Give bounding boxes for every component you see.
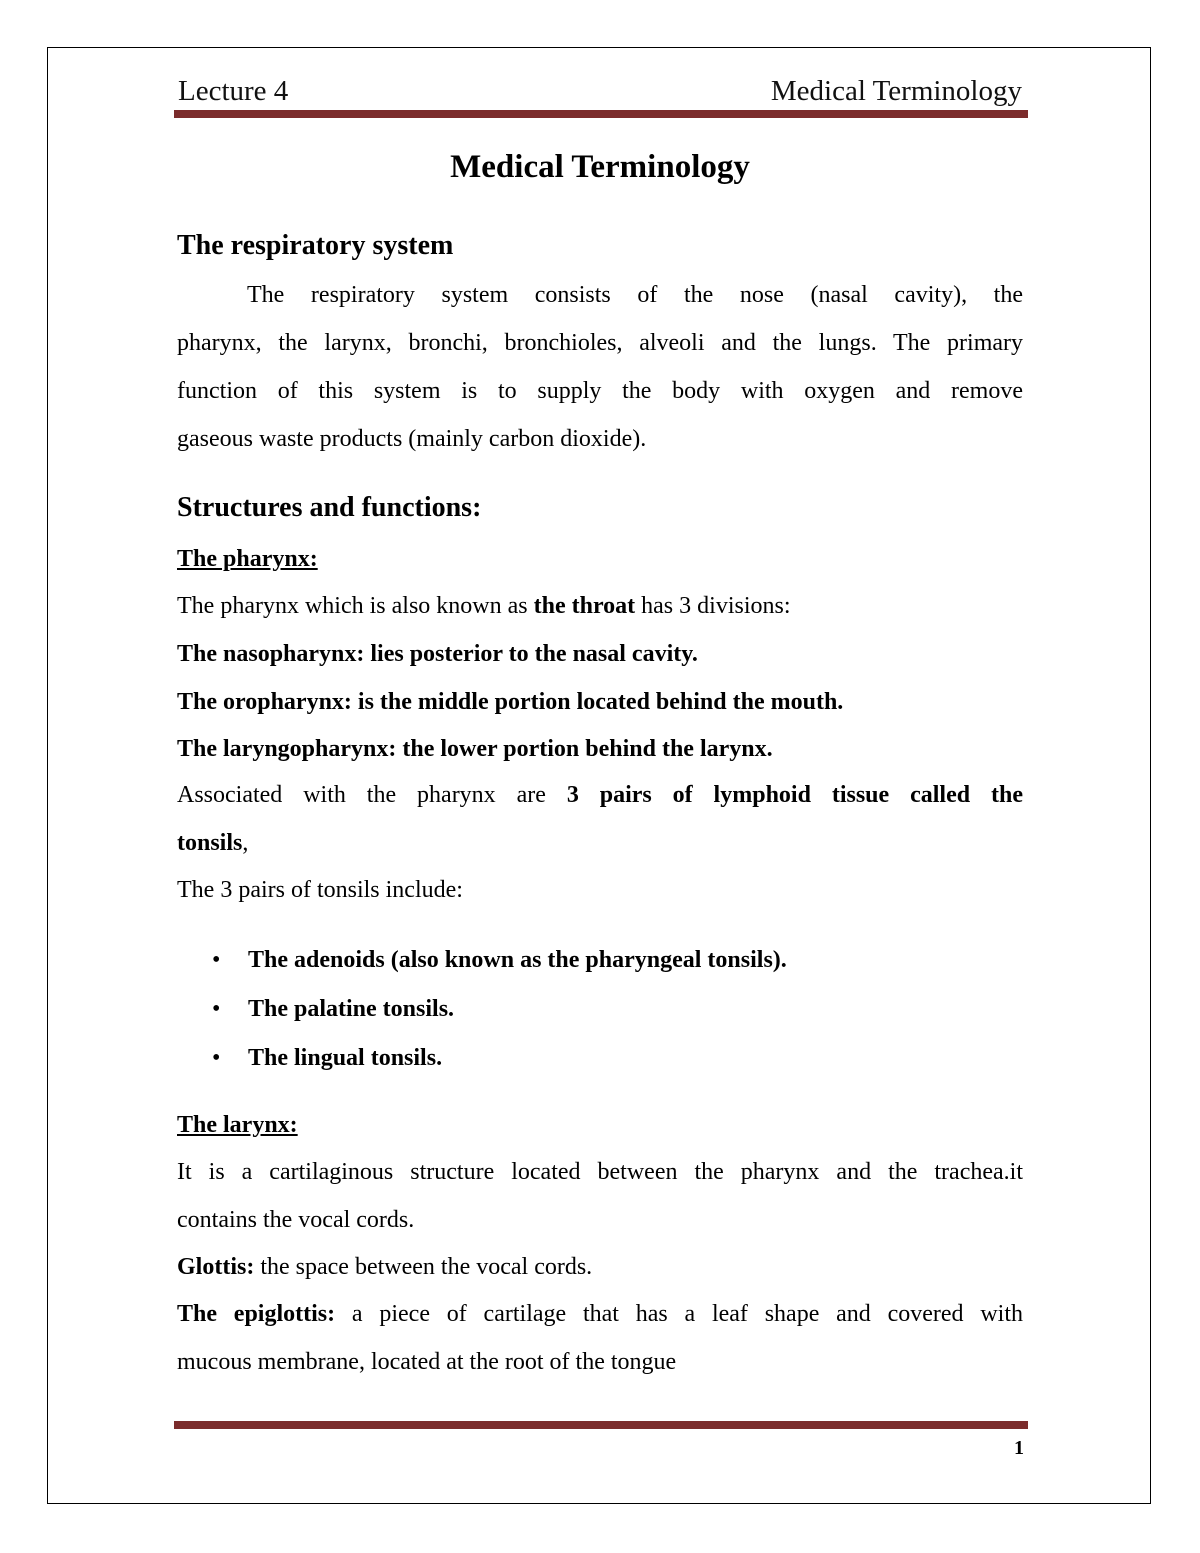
pharynx-associated xyxy=(177,779,1023,811)
paragraph-line-1: The respiratory system consists of the nose (nasal cavity), the xyxy=(247,282,1023,308)
tonsil-list-item-3: The lingual tonsils. xyxy=(248,1045,443,1071)
bullet-icon: • xyxy=(212,1045,221,1071)
subheading-larynx: The larynx: xyxy=(177,1112,298,1138)
bullet-icon: • xyxy=(212,947,221,973)
epiglottis-term: The epiglottis: xyxy=(177,1301,336,1327)
tonsils-intro: The 3 pairs of tonsils include: xyxy=(177,877,463,903)
assoc-bold: 3 pairs of lymphoid tissue called the xyxy=(566,782,1023,808)
larynx-line-2: contains the vocal cords. xyxy=(177,1207,415,1233)
assoc-text: Associated with the pharynx are xyxy=(177,782,567,808)
epiglottis-definition-cont: mucous membrane, located at the root of the tongue xyxy=(177,1349,677,1375)
pharynx-intro-bold: the throat xyxy=(533,593,636,619)
section-heading-structures: Structures and functions: xyxy=(177,492,482,523)
page-number: 1 xyxy=(1014,1437,1024,1459)
tonsil-list-item-1: The adenoids (also known as the pharyngeal tonsils). xyxy=(248,947,787,973)
paragraph-line-2: pharynx, the larynx, bronchi, bronchioles, alveoli and the lungs. The primary xyxy=(177,330,1023,356)
subheading-pharynx: The pharynx: xyxy=(177,546,318,572)
epiglottis-text: a piece of cartilage that has a leaf shape and covered with xyxy=(335,1301,1024,1327)
larynx-line-1: It is a cartilaginous structure located between the pharynx and the trachea.it xyxy=(177,1159,1023,1185)
header-lecture: Lecture 4 xyxy=(178,75,289,107)
pharynx-division-3: The laryngopharynx: the lower portion behind the larynx. xyxy=(177,736,773,762)
pharynx-division-1: The nasopharynx: lies posterior to the nasal cavity. xyxy=(177,641,698,667)
glottis-definition xyxy=(177,1251,1023,1283)
epiglottis-definition xyxy=(177,1298,1023,1330)
glottis-text: the space between the vocal cords. xyxy=(254,1254,593,1280)
glottis-term: Glottis: xyxy=(177,1254,255,1280)
pharynx-division-2: The oropharynx: is the middle portion located behind the mouth. xyxy=(177,689,844,715)
tonsil-list-item-2: The palatine tonsils. xyxy=(248,996,455,1022)
page-border xyxy=(47,47,1151,1504)
pharynx-intro-tail: has 3 divisions: xyxy=(635,593,791,619)
bullet-icon: • xyxy=(212,996,221,1022)
footer-rule xyxy=(174,1421,1028,1429)
pharynx-intro-text: The pharynx which is also known as xyxy=(177,593,534,619)
paragraph-line-3: function of this system is to supply the body with oxygen and remove xyxy=(177,378,1023,404)
document-title: Medical Terminology xyxy=(450,149,750,185)
pharynx-intro xyxy=(177,590,1023,622)
assoc-comma: , xyxy=(242,830,249,856)
paragraph-line-4: gaseous waste products (mainly carbon dioxide). xyxy=(177,426,647,452)
pharynx-associated-cont xyxy=(177,827,1023,859)
header-rule xyxy=(174,110,1028,118)
section-heading-respiratory: The respiratory system xyxy=(177,230,454,261)
assoc-tonsils: tonsils xyxy=(177,830,243,856)
header-course-title: Medical Terminology xyxy=(770,75,1022,107)
